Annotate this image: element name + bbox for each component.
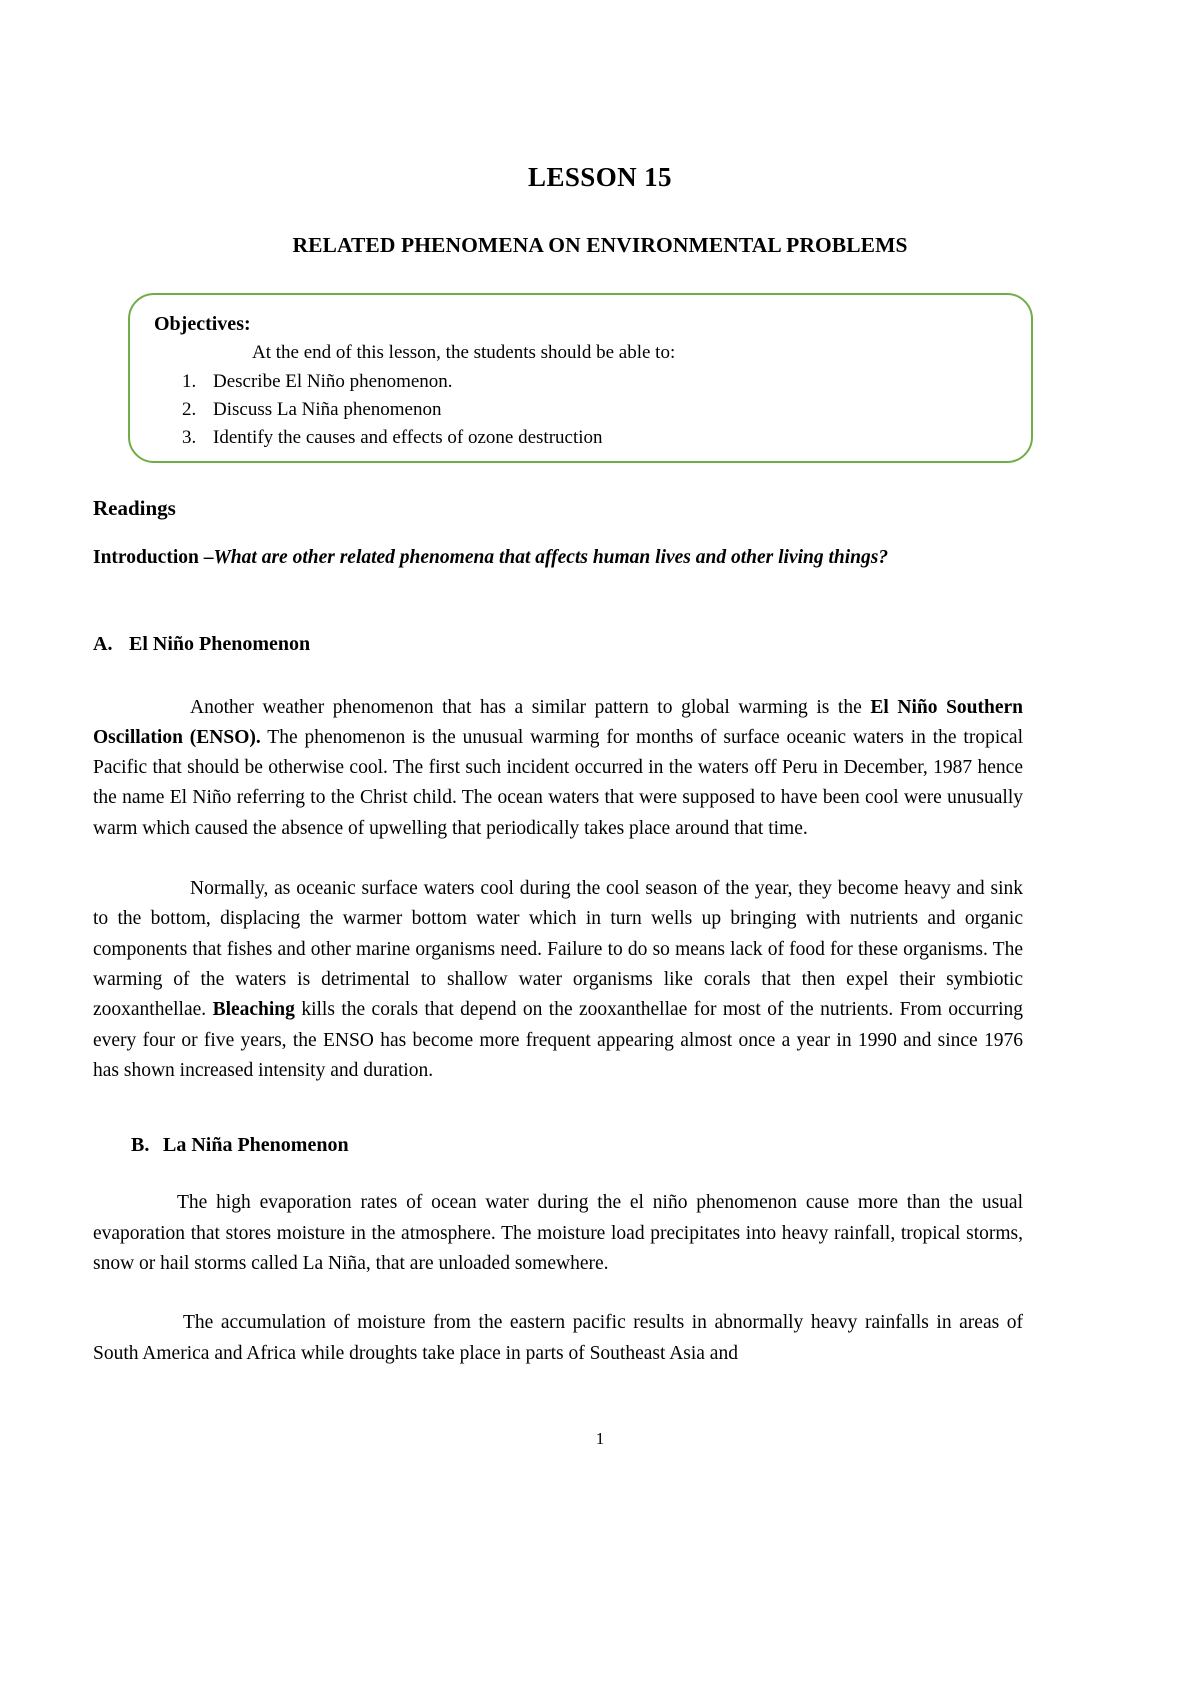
- page-title: LESSON 15: [528, 162, 672, 192]
- list-item: [182, 396, 1011, 424]
- objectives-box: [128, 293, 1033, 463]
- paragraph-a1: [93, 693, 1023, 845]
- paragraph-a2-part2: kills the corals that depend on the zooxanthellae for most of the nutrients. From occurring every four or five years, the ENSO has become more frequent appearing almost once a year in 1990 and since 1976 has shown increased intensity and duration.: [93, 999, 1023, 1081]
- objectives-heading: Objectives:: [154, 313, 251, 335]
- document-body: [93, 496, 1023, 1369]
- section-heading-a: [93, 631, 1023, 657]
- introduction-line: [93, 545, 1023, 570]
- list-item: [182, 368, 1011, 396]
- page-number: 1: [595, 1429, 605, 1448]
- section-letter-b: B.: [131, 1134, 150, 1157]
- objectives-list: [154, 368, 1011, 452]
- introduction-label: Introduction –: [93, 547, 214, 569]
- objective-text: Describe El Niño phenomenon.: [213, 370, 453, 392]
- paragraph-a1-part2: The phenomenon is the unusual warming for months of surface oceanic waters in the tropical Pacific that should be otherwise cool. The first such incident occurred in the waters off Peru in December, 1987 hence the name El Niño referring to the Christ child. The ocean waters that were supposed to have been cool were unusually warm which caused the absence of upwelling that periodically takes place around that time.: [93, 726, 1023, 839]
- paragraph-a1-part1: Another weather phenomenon that has a similar pattern to global warming is the: [190, 696, 871, 718]
- objective-number: 2.: [182, 398, 197, 420]
- paragraph-b2: The accumulation of moisture from the eastern pacific results in abnormally heavy rainfalls in areas of South America and Africa while droughts take place in parts of Southeast Asia and: [93, 1312, 1023, 1364]
- section-heading-b: [93, 1132, 1023, 1158]
- paragraph-a2-part1: Normally, as oceanic surface waters cool during the cool season of the year, they become heavy and sink to the bottom, displacing the warmer bottom water which in turn wells up bringing with nutrients and organic components that fishes and other marine organisms need. Failure to do so means lack of food for these organisms. The warming of the waters is detrimental to shallow water organisms like corals that then expel their symbiotic zooxanthellae.: [93, 878, 1023, 1021]
- page-subtitle: RELATED PHENOMENA ON ENVIRONMENTAL PROBLEMS: [292, 233, 908, 257]
- list-item: [182, 424, 1011, 452]
- objective-number: 3.: [182, 426, 197, 448]
- objective-text: Discuss La Niña phenomenon: [213, 398, 442, 420]
- section-letter-a: A.: [93, 632, 113, 655]
- objective-text: Identify the causes and effects of ozone destruction: [213, 426, 603, 448]
- paragraph-a2-bold: Bleaching: [212, 999, 295, 1021]
- objective-number: 1.: [182, 370, 197, 392]
- paragraph-a2: [93, 874, 1023, 1086]
- paragraph-b1: The high evaporation rates of ocean water during the el niño phenomenon cause more than the usual evaporation that stores moisture in the atmosphere. The moisture load precipitates into heavy rainfall, tropical storms, snow or hail storms called La Niña, that are unloaded somewhere.: [93, 1192, 1023, 1274]
- readings-heading: Readings: [93, 496, 176, 520]
- section-title-a: El Niño Phenomenon: [129, 632, 311, 655]
- paragraph-a1-bold: El Niño Southern Oscillation (ENSO).: [93, 696, 1024, 748]
- section-title-b: La Niña Phenomenon: [163, 1134, 349, 1157]
- objectives-lead-text: At the end of this lesson, the students should be able to:: [252, 342, 676, 363]
- introduction-question: What are other related phenomena that affects human lives and other living things?: [213, 547, 889, 569]
